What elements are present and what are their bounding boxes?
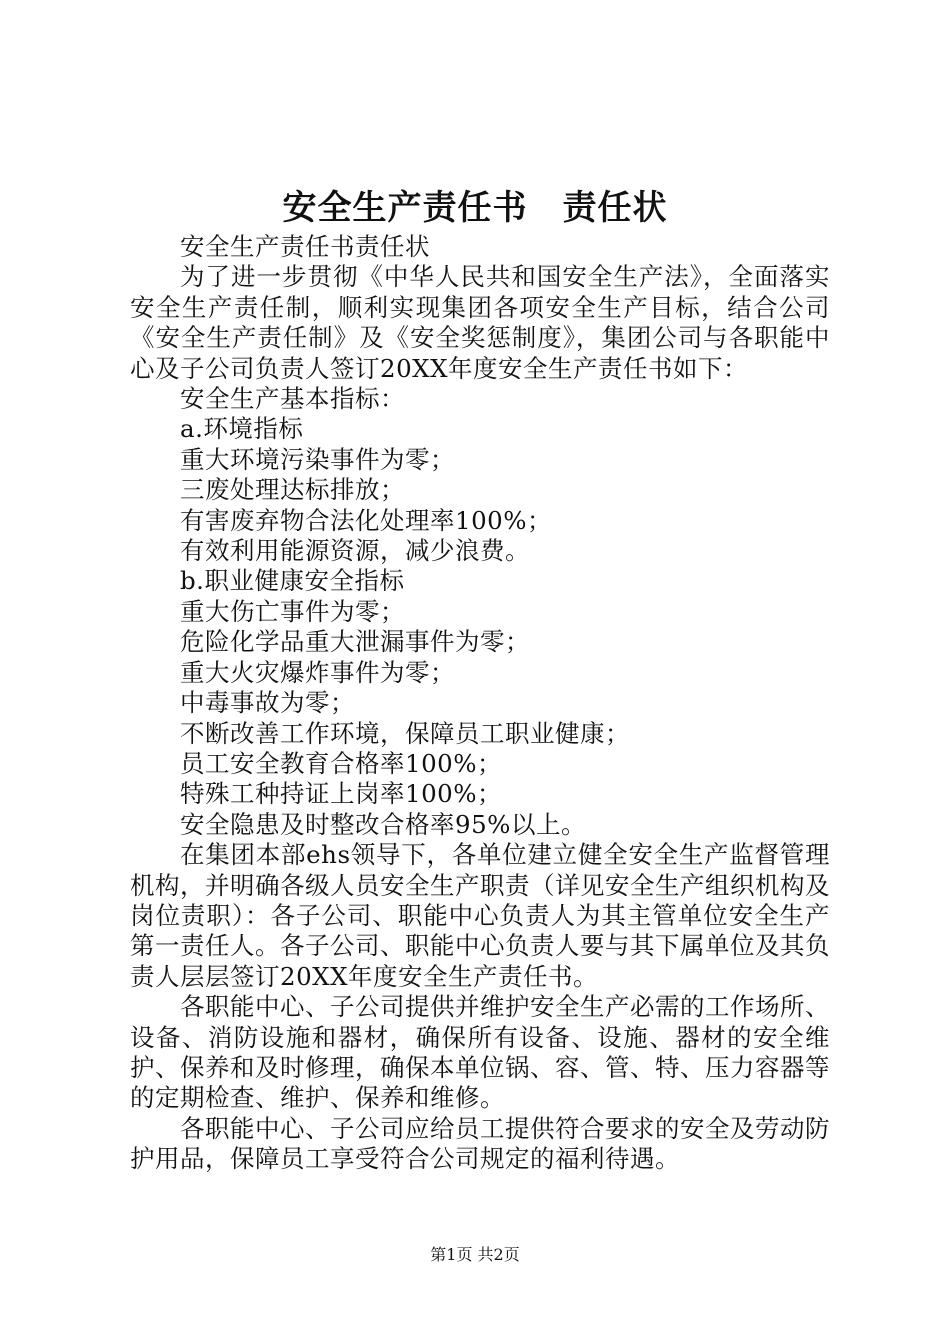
list-item: 三废处理达标排放； [180,475,405,505]
list-item: 有效利用能源资源，减少浪费。 [180,536,530,566]
paragraph: 安全生产责任书责任状 [180,232,430,261]
list-item: 安全生产基本指标： [180,384,405,414]
list-item: 重大伤亡事件为零； [180,596,405,626]
document-body [130,232,830,1175]
list-item: 有害废弃物合法化处理率100%； [180,505,553,535]
list-item: 特殊工种持证上岗率100%； [180,779,503,809]
page-number: 第1页 共2页 [430,1245,520,1264]
document-title: 安全生产责任书 责任状 [282,188,668,228]
list-item: 危险化学品重大泄漏事件为零； [180,627,530,657]
list-item: a.环境指标 [180,414,304,444]
list-item: 中毒事故为零； [180,688,355,718]
paragraph: 各职能中心、子公司提供并维护安全生产必需的工作场所、设备、消防设施和器材，确保所有设备、设施、器材的安全维护、保养和及时修理，确保本单位锅、容、管、特、压力容器等的定期检查、维护、保养和维修。 [130,992,830,1113]
list-item: 不断改善工作环境，保障员工职业健康； [180,718,630,748]
paragraph: 各职能中心、子公司应给员工提供符合要求的安全及劳动防护用品，保障员工享受符合公司规定的福利待遇。 [130,1113,830,1174]
list-item: 员工安全教育合格率100%； [180,748,503,778]
paragraph: 在集团本部ehs领导下，各单位建立健全安全生产监督管理机构，并明确各级人员安全生产职责（详见安全生产组织机构及岗位责职）：各子公司、职能中心负责人为其主管单位安全生产第一责任人。各子公司、职能中心负责人要与其下属单位及其负责人层层签订20XX年度安全生产责任书。 [130,840,830,991]
list-item: 安全隐患及时整改合格率95%以上。 [180,809,586,839]
list-item: 重大火灾爆炸事件为零； [180,657,455,687]
paragraph: 为了进一步贯彻《中华人民共和国安全生产法》，全面落实安全生产责任制，顺利实现集团各项安全生产目标，结合公司《安全生产责任制》及《安全奖惩制度》，集团公司与各职能中心及子公司负责人签订20XX年度安全生产责任书如下： [130,262,830,383]
list-item: 重大环境污染事件为零； [180,444,455,474]
list-item: b.职业健康安全指标 [180,566,405,596]
